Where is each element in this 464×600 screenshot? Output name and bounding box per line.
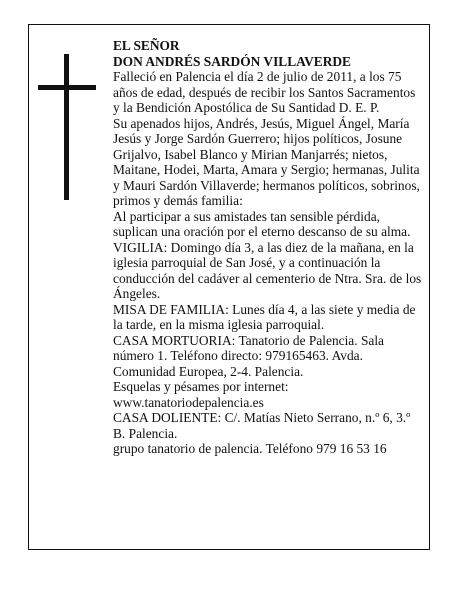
obituary-text [113, 38, 425, 457]
vigil-info: VIGILIA: Domingo día 3, a las diez de la mañana, en la iglesia parroquial de San José, y a continuación la conducción del cadáver al cementerio de Ntra. Sra. de los Ángeles. [113, 239, 422, 301]
deceased-name: DON ANDRÉS SARDÓN VILLAVERDE [113, 53, 351, 69]
cross-horizontal-bar [38, 85, 96, 90]
family-list: Su apenados hijos, Andrés, Jesús, Miguel Ángel, María Jesús y Jorge Sardón Guerrero; hijos políticos, Josune Grijalvo, Isabel Blanco y Mirian Manjarrés; nietos, Maitane, Hodei, Marta, Amara y Sergio; hermanas, Julita y Mauri Sardón Villaverde; hermanos políticos, sobrinos, primos y demás familia: [113, 115, 420, 208]
prayer-request: Al participar a sus amistades tan sensible pérdida, suplican una oración por el eterno descanso de su alma. [113, 208, 411, 239]
death-announcement: Falleció en Palencia el día 2 de julio de 2011, a los 75 años de edad, después de recibir los Santos Sacramentos y la Bendición Apostólica de Su Santidad D. E. P. [113, 69, 416, 115]
funeral-home-info: CASA MORTUORIA: Tanatorio de Palencia. Sala número 1. Teléfono directo: 979165463. Avda. Comunidad Europea, 2-4. Palencia. [113, 332, 384, 379]
family-address: CASA DOLIENTE: C/. Matías Nieto Serrano, n.º 6, 3.º B. Palencia. [113, 410, 411, 441]
funeral-group-phone: grupo tanatorio de palencia. Teléfono 979 16 53 16 [113, 441, 387, 456]
header-title: EL SEÑOR [113, 38, 180, 53]
online-condolences: Esquelas y pésames por internet: www.tanatoriodepalencia.es [113, 379, 289, 410]
family-mass-info: MISA DE FAMILIA: Lunes día 4, a las siete y media de la tarde, en la misma iglesia parroquial. [113, 301, 416, 332]
cross-vertical-bar [64, 54, 69, 200]
